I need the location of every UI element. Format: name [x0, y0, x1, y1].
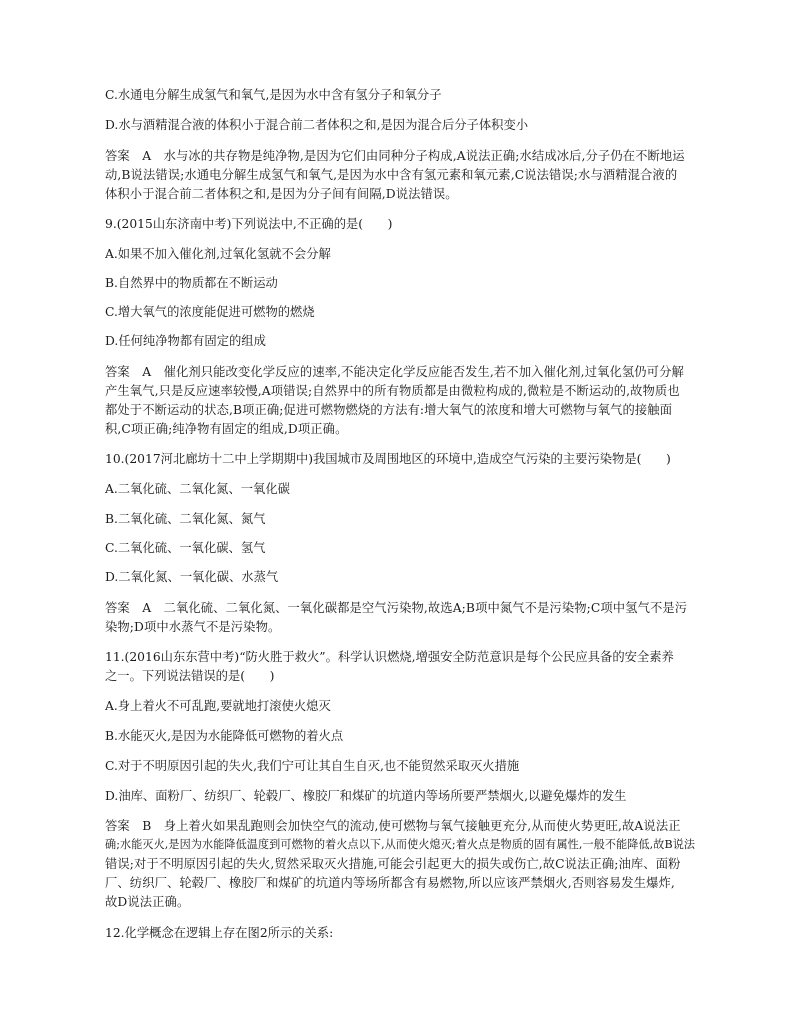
answer-10-line-2: 染物;D项中水蒸气不是污染物。	[105, 620, 281, 634]
answer-11-line-2: 确;水能灭火,是因为水能降低温度到可燃物的着火点以下,从而使火熄灭;着火点是物质的固有属性,一般不能降低,故B说法	[105, 838, 695, 851]
option-c-text: C.水通电分解生成氢气和氧气,是因为水中含有氢分子和氧分子	[105, 88, 442, 102]
answer-9-line-4: 积,C项正确;纯净物有固定的组成,D项正确。	[105, 422, 348, 436]
answer-10-line-1: 答案 A 二氧化硫、二氧化氮、一氧化碳都是空气污染物,故选A;B项中氮气不是污染物;C项中氢气不是污	[105, 601, 688, 615]
question-11-stem-line-2: 之一。下列说法错误的是( )	[105, 669, 275, 683]
question-9-option-a: A.如果不加入催化剂,过氧化氢就不会分解	[105, 247, 331, 261]
answer-9-line-1: 答案 A 催化剂只能改变化学反应的速率,不能决定化学反应能否发生,若不加入催化剂,过氧化氢仍可分解	[105, 365, 684, 379]
option-d-text: D.水与酒精混合液的体积小于混合前二者体积之和,是因为混合后分子体积变小	[105, 118, 529, 132]
question-10-stem: 10.(2017河北廊坊十二中上学期期中)我国城市及周围地区的环境中,造成空气污染的主要污染物是( )	[105, 452, 671, 466]
question-10-option-a: A.二氧化硫、二氧化氮、一氧化碳	[105, 482, 290, 496]
question-10-option-d: D.二氧化氮、一氧化碳、水蒸气	[105, 570, 279, 584]
question-9-option-c: C.增大氧气的浓度能促进可燃物的燃烧	[105, 305, 315, 319]
answer-11-line-3: 错误;对于不明原因引起的失火,贸然采取灭火措施,可能会引起更大的损失或伤亡,故C说法正确;油库、面粉	[105, 857, 681, 871]
question-11-option-a: A.身上着火不可乱跑,要就地打滚使火熄灭	[105, 699, 331, 713]
question-11-option-d: D.油库、面粉厂、纺织厂、轮毂厂、橡胶厂和煤矿的坑道内等场所要严禁烟火,以避免爆炸的发生	[105, 789, 627, 803]
question-10-option-c: C.二氧化硫、一氧化碳、氢气	[105, 541, 266, 555]
question-9-stem: 9.(2015山东济南中考)下列说法中,不正确的是( )	[105, 217, 393, 231]
question-9-option-d: D.任何纯净物都有固定的组成	[105, 334, 266, 348]
question-12-stem: 12.化学概念在逻辑上存在图2所示的关系:	[105, 926, 334, 940]
answer-11-line-4: 厂、纺织厂、轮毂厂、橡胶厂和煤矿的坑道内等场所都含有易燃物,所以应该严禁烟火,否则容易发生爆炸,	[105, 876, 675, 890]
question-11-option-b: B.水能灭火,是因为水能降低可燃物的着火点	[105, 729, 344, 743]
answer-9-line-3: 都处于不断运动的状态,B项正确;促进可燃物燃烧的方法有:增大氧气的浓度和增大可燃物与氧气的接触面	[105, 403, 673, 417]
answer-8-line-3: 体积小于混合前二者体积之和,是因为分子间有间隔,D说法错误。	[105, 187, 458, 201]
answer-8-line-2: 动,B说法错误;水通电分解生成氢气和氧气,是因为水中含有氢元素和氧元素,C说法错误;水与酒精混合液的	[105, 168, 678, 182]
question-11-stem-line-1: 11.(2016山东东营中考)“防火胜于救火”。科学认识燃烧,增强安全防范意识是每个公民应具备的安全素养	[105, 650, 674, 664]
answer-8-line-1: 答案 A 水与冰的共存物是纯净物,是因为它们由同种分子构成,A说法正确;水结成冰后,分子仍在不断地运	[105, 149, 685, 163]
question-10-option-b: B.二氧化硫、二氧化氮、氮气	[105, 512, 266, 526]
answer-11-line-5: 故D说法正确。	[105, 895, 190, 909]
question-9-option-b: B.自然界中的物质都在不断运动	[105, 276, 278, 290]
answer-11-line-1: 答案 B 身上着火如果乱跑则会加快空气的流动,使可燃物与氧气接触更充分,从而使火势更旺,故A说法正	[105, 819, 681, 833]
answer-9-line-2: 产生氧气,只是反应速率较慢,A项错误;自然界中的所有物质都是由微粒构成的,微粒是不断运动的,故物质也	[105, 384, 680, 398]
question-11-option-c: C.对于不明原因引起的失火,我们宁可让其自生自灭,也不能贸然采取灭火措施	[105, 759, 520, 773]
